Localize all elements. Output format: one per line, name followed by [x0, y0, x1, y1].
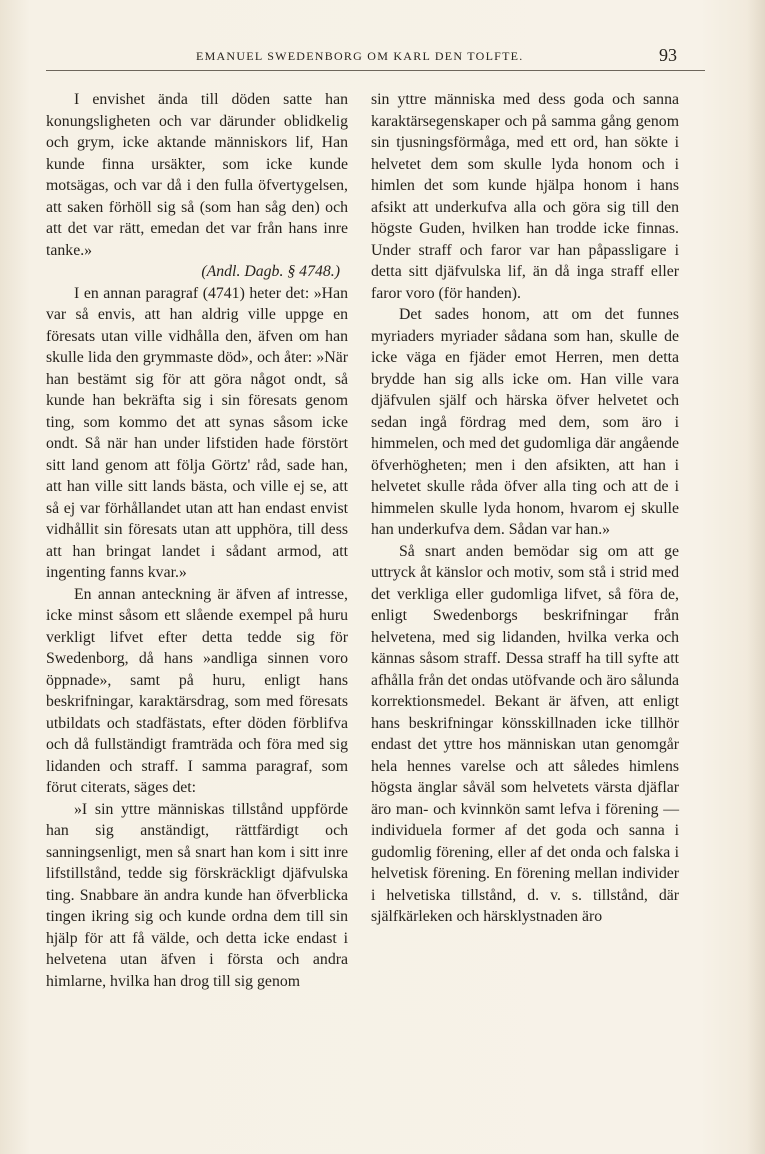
right-paragraph-3: Så snart anden bemödar sig om att ge uttryck åt känslor och motiv, som stå i strid med det verkliga eller gudomliga lifvet, så föra de, enligt Swedenborgs beskrifningar från helvetena, med sig lidanden, hvilka verka och kännas såsom straff. Dessa straff ha till syfte att afhålla från det ondas utöfvande och äro sålunda korrektionsmedel. Bekant är äfven, att enligt hans beskrifningar könsskillnaden icke tillhör endast det yttre hos människan utan genomgår hela hennes varelse och att således himlens högsta änglar såväl som helvetets värsta djäflar äro man- och kvinnkön samt lefva i förening — individuela former af det goda och sanna i gudomlig förening, eller af det onda och falska i helvetisk förening. En förening mellan individer i helvetiska tillstånd, d. v. s. tillstånd, där själfkärleken och härsklystnaden äro	[371, 542, 679, 925]
spiritual-diary-citation: (Andl. Dagb. § 4748.)	[201, 263, 340, 280]
left-paragraph-1-text: I envishet ända till döden satte han konungsligheten och var därunder oblidkelig och grym, icke aktande människors lif, Han kunde finna ursäkter, som icke kunde motsägas, och var då i den fulla öfvertygelsen, att saken förhöll sig så (som han såg den) och att det var rätt, emedan det var från hans inre tanke.»	[46, 91, 348, 259]
left-paragraph-1	[46, 89, 348, 283]
header-rule	[46, 70, 705, 71]
page-edge-shadow	[747, 0, 765, 1154]
right-paragraph-2: Det sades honom, att om det funnes myriaders myriader sådana som han, skulle de icke väga en fjäder emot Herren, men detta brydde han sig alls icke om. Han ville vara djäfvulen själf och härska öfver helvetet och sedan ingå fördrag med dem, som äro i himmelen, och med det gudomliga där angående öfverhögheten; men i den afsikten, att han i helvetet skulle råda öfver alla ting och att de i himmelen skulle lyda honom, hvarom ej skulle han underkufva dem. Sådan var han.»	[371, 306, 679, 538]
left-text-column	[46, 89, 348, 992]
left-paragraph-3: En annan anteckning är äfven af intresse, icke minst såsom ett slående exempel på huru verkligt lifvet efter detta tedde sig för Swedenborg, då hans »andliga sinnen voro öppnade», samt på huru, enligt hans beskrifningar, karaktärsdrag, som med föresats utbildats och stadfästats, efter döden förblifva och då fullständigt framträda och föra med sig lidanden och straff. I samma paragraf, som förut citerats, säges det:	[46, 585, 348, 796]
left-paragraph-4: »I sin yttre människas tillstånd uppförde han sig anständigt, rättfärdigt och sanningsenligt, men så snart han kom i sitt inre lifstillstånd, tedde sig förskräckligt djäfvulska ting. Snabbare än andra kunde han öfverblicka tingen ikring sig och kunde ordna dem till sin hjälp för att få välde, och detta icke endast i helvetena utan äfven i första och andra himlarne, hvilka han drog till sig genom	[46, 800, 348, 990]
right-paragraph-1: sin yttre människa med dess goda och sanna karaktärsegenskaper och på samma gång genom sin tjusningsförmåga, med ett ord, han sökte i helvetet dem som skulle lyda honom och i himlen det som kunde hjälpa honom i hans afsikt att underkufva alla och göra sig till den högste Guden, hvilken han trodde icke finnas. Under straff och faror var han påpassligare i detta sitt djäfvulska lif, än då inga straff eller faror voro (för handen).	[371, 91, 679, 302]
left-paragraph-2: I en annan paragraf (4741) heter det: »Han var så envis, att han aldrig ville uppge en föresats utan ville vidhålla den, äfven om han skulle lida den grymmaste död», och åter: »När han bestämt sig för att göra något ondt, så kunde han bekräfta sig i sin föresats genom ting, som kommo det att synas såsom icke ondt. Så när han under lifstiden hade förstört sitt land genom att följa Görtz' råd, sade han, att han ville sitt lands bästa, och ville ej se, att så ej var förhållandet utan att han endast envist vidhållit sin föresats utan att upphöra, till dess att han bringat landet i sådant armod, att ingenting fanns kvar.»	[46, 284, 348, 581]
page-number: 93	[659, 45, 677, 65]
running-head	[0, 45, 765, 68]
right-text-column	[371, 89, 679, 928]
running-title: EMANUEL SWEDENBORG OM KARL DEN TOLFTE.	[196, 49, 524, 63]
